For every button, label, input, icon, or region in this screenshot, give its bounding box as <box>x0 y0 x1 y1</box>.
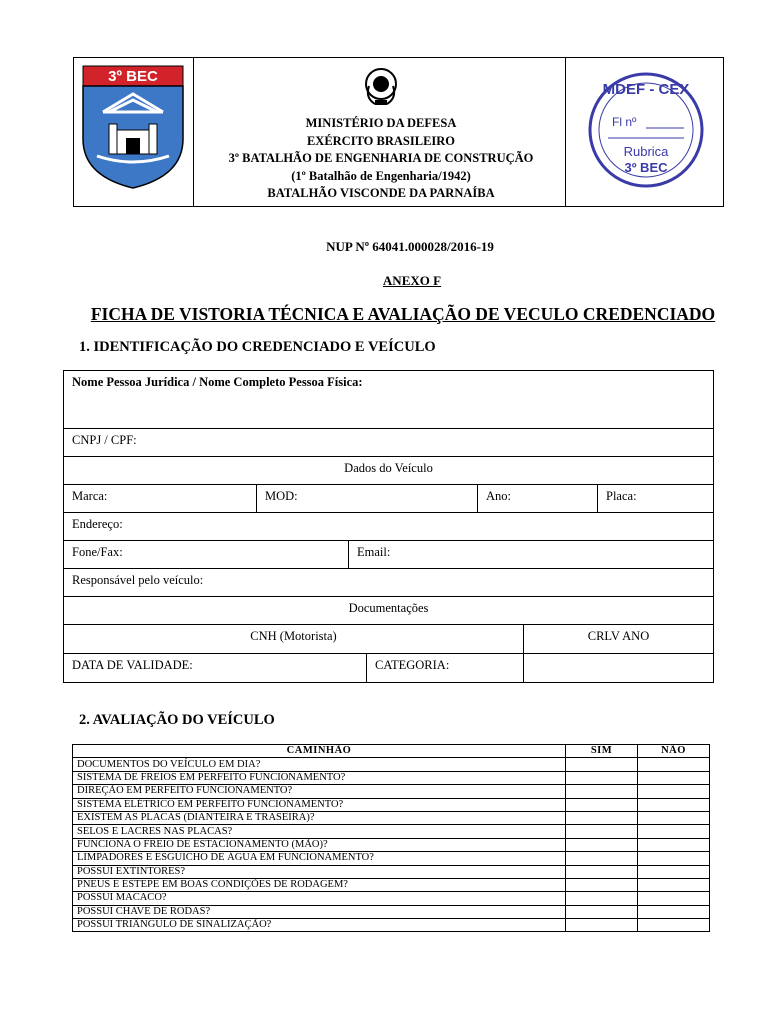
documentacoes-label: Documentações <box>348 601 429 615</box>
cnh-label: CNH (Motorista) <box>250 629 337 643</box>
name-field[interactable] <box>63 370 714 429</box>
checklist-nao-cell[interactable] <box>638 852 710 865</box>
vehicle-data-header <box>63 457 714 485</box>
checklist-item-label: POSSUI EXTINTORES? <box>73 865 566 878</box>
checklist-nao-cell[interactable] <box>638 865 710 878</box>
checklist-item-label: DOCUMENTOS DO VEÍCULO EM DIA? <box>73 758 566 771</box>
checklist-item-label: FUNCIONA O FREIO DE ESTACIONAMENTO (MÃO)? <box>73 838 566 851</box>
checklist-row <box>73 825 710 838</box>
checklist-sim-cell[interactable] <box>566 852 638 865</box>
checklist-row <box>73 758 710 771</box>
ano-field[interactable] <box>477 485 597 512</box>
vehicle-row <box>63 485 714 513</box>
header-line: MINISTÉRIO DA DEFESA <box>305 116 457 130</box>
marca-label: Marca: <box>72 489 108 503</box>
checklist-sim-cell[interactable] <box>566 785 638 798</box>
checklist-row <box>73 878 710 891</box>
logo-text: 3º BEC <box>108 68 158 85</box>
crlv-year-field[interactable] <box>523 654 713 682</box>
mod-label: MOD: <box>265 489 298 503</box>
fone-label: Fone/Fax: <box>72 545 123 559</box>
checklist-sim-cell[interactable] <box>566 825 638 838</box>
checklist-header-row <box>73 745 710 758</box>
annex-label: ANEXO F <box>382 273 442 288</box>
checklist-nao-cell[interactable] <box>638 878 710 891</box>
placa-label: Placa: <box>606 489 637 503</box>
checklist-sim-cell[interactable] <box>566 798 638 811</box>
responsavel-label: Responsável pelo veículo: <box>72 573 204 587</box>
col-sim-header: SIM <box>566 745 638 758</box>
checklist-nao-cell[interactable] <box>638 798 710 811</box>
checklist-row <box>73 785 710 798</box>
crlv-header <box>523 625 713 653</box>
checklist-nao-cell[interactable] <box>638 825 710 838</box>
marca-field[interactable] <box>64 485 256 512</box>
checklist-nao-cell[interactable] <box>638 771 710 784</box>
section2-heading: 2. AVALIAÇÃO DO VEÍCULO <box>79 712 275 728</box>
checklist-sim-cell[interactable] <box>566 838 638 851</box>
checklist-row <box>73 838 710 851</box>
stamp-bottom-text: 3º BEC <box>624 160 668 175</box>
checklist-sim-cell[interactable] <box>566 919 638 932</box>
fone-field[interactable] <box>64 541 348 568</box>
checklist-row <box>73 771 710 784</box>
col-item-header: CAMINHÃO <box>73 745 566 758</box>
stamp-cell <box>565 58 723 206</box>
checklist-row <box>73 905 710 918</box>
crlv-label: CRLV ANO <box>587 629 650 643</box>
checklist-row <box>73 798 710 811</box>
checklist-nao-cell[interactable] <box>638 892 710 905</box>
checklist-nao-cell[interactable] <box>638 838 710 851</box>
mod-field[interactable] <box>256 485 477 512</box>
responsavel-field[interactable] <box>63 569 714 597</box>
checklist-item-label: EXISTEM AS PLACAS (DIANTEIRA E TRASEIRA)? <box>73 811 566 824</box>
checklist-nao-cell[interactable] <box>638 905 710 918</box>
header-line: (1º Batalhão de Engenharia/1942) <box>291 168 471 183</box>
cnpj-label: CNPJ / CPF: <box>72 433 137 447</box>
checklist-row <box>73 811 710 824</box>
bec-shield-logo <box>79 64 189 194</box>
cnh-header <box>64 625 523 653</box>
placa-field[interactable] <box>597 485 713 512</box>
header-line: BATALHÃO VISCONDE DA PARNAÍBA <box>267 186 495 200</box>
categoria-label: CATEGORIA: <box>375 658 450 672</box>
validade-label: DATA DE VALIDADE: <box>72 658 193 672</box>
vehicle-checklist-table <box>72 744 710 932</box>
documentacoes-header <box>63 597 714 625</box>
docs-row <box>63 625 714 654</box>
contact-row <box>63 541 714 569</box>
checklist-item-label: PNEUS E ESTEPE EM BOAS CONDIÇÕES DE RODAGEM? <box>73 878 566 891</box>
endereco-field[interactable] <box>63 513 714 541</box>
validade-field[interactable] <box>64 654 366 682</box>
checklist-row <box>73 852 710 865</box>
checklist-sim-cell[interactable] <box>566 878 638 891</box>
header-line: EXÉRCITO BRASILEIRO <box>306 133 456 148</box>
checklist-item-label: POSSUI CHAVE DE RODAS? <box>73 905 566 918</box>
cnpj-field[interactable] <box>63 429 714 457</box>
checklist-sim-cell[interactable] <box>566 905 638 918</box>
checklist-row <box>73 865 710 878</box>
protocol-stamp <box>586 68 706 188</box>
checklist-item-label: DIREÇÃO EM PERFEITO FUNCIONAMENTO? <box>73 785 566 798</box>
checklist-sim-cell[interactable] <box>566 865 638 878</box>
checklist-item-label: POSSUI TRIÂNGULO DE SINALIZAÇÃO? <box>73 919 566 932</box>
ano-label: Ano: <box>486 489 511 503</box>
page-title: FICHA DE VISTORIA TÉCNICA E AVALIAÇÃO DE VECULO CREDENCIADO <box>90 304 716 324</box>
col-nao-header: NÃO <box>638 745 710 758</box>
header-line: 3º BATALHÃO DE ENGENHARIA DE CONSTRUÇÃO <box>228 151 534 165</box>
email-field[interactable] <box>348 541 713 568</box>
checklist-item-label: SELOS E LACRES NAS PLACAS? <box>73 825 566 838</box>
nup-number: NUP Nº 64041.000028/2016-19 <box>326 239 494 254</box>
header-institution-text <box>194 115 568 203</box>
stamp-top-text: MDEF - CEX <box>602 81 690 98</box>
email-label: Email: <box>357 545 391 559</box>
stamp-field-text: Fl nº <box>612 115 637 129</box>
checklist-sim-cell[interactable] <box>566 892 638 905</box>
vehicle-data-label: Dados do Veículo <box>344 461 433 475</box>
checklist-item-label: POSSUI MACACO? <box>73 892 566 905</box>
section1-heading: 1. IDENTIFICAÇÃO DO CREDENCIADO E VEÍCULO <box>79 339 436 355</box>
categoria-field[interactable] <box>366 654 523 682</box>
checklist-nao-cell[interactable] <box>638 758 710 771</box>
name-label: Nome Pessoa Jurídica / Nome Completo Pessoa Física: <box>72 375 363 389</box>
checklist-nao-cell[interactable] <box>638 811 710 824</box>
checklist-sim-cell[interactable] <box>566 811 638 824</box>
document-header <box>73 57 724 207</box>
checklist-item-label: SISTEMA DE FREIOS EM PERFEITO FUNCIONAMENTO? <box>73 771 566 784</box>
validity-row <box>63 654 714 683</box>
checklist-sim-cell[interactable] <box>566 758 638 771</box>
stamp-label-text: Rubrica <box>623 144 669 159</box>
checklist-row <box>73 919 710 932</box>
checklist-row <box>73 892 710 905</box>
endereco-label: Endereço: <box>72 517 123 531</box>
unit-logo-cell <box>74 58 194 206</box>
checklist-sim-cell[interactable] <box>566 771 638 784</box>
checklist-item-label: LIMPADORES E ESGUICHO DE ÁGUA EM FUNCIONAMENTO? <box>73 852 566 865</box>
checklist-nao-cell[interactable] <box>638 785 710 798</box>
checklist-nao-cell[interactable] <box>638 919 710 932</box>
national-coat-of-arms-icon <box>363 66 399 108</box>
checklist-item-label: SISTEMA ELÉTRICO EM PERFEITO FUNCIONAMENTO? <box>73 798 566 811</box>
